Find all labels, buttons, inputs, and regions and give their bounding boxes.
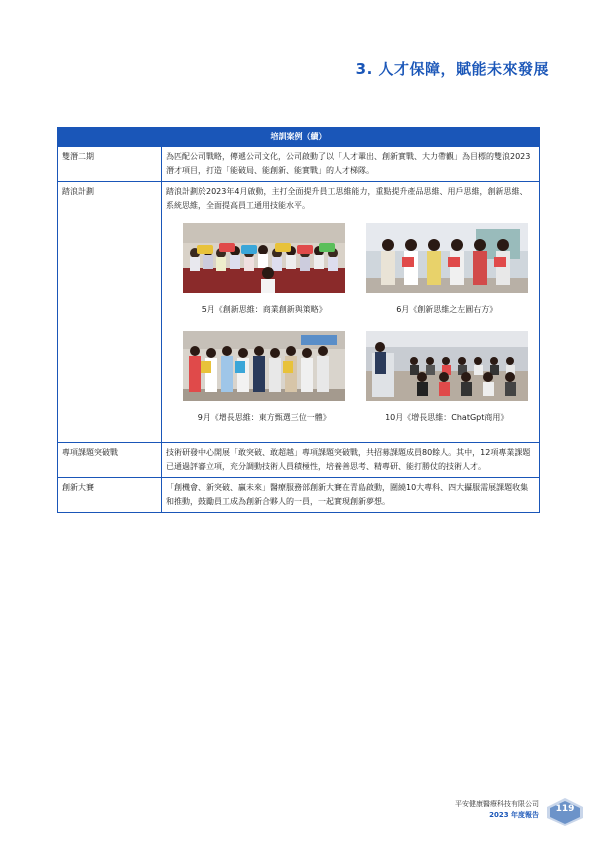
row-label: 雙潛二期	[58, 147, 162, 182]
table-row	[58, 182, 540, 443]
row-text: 「創機會、新突破、贏未來」醫療服務部創新大賽在青島啟動，圍繞10大專科、四大攝服需展課題收集和推動，鼓勵員工成為創新合夥人的一員，一起實現創新夢想。	[162, 478, 540, 513]
photo-caption: 6月《創新思維之左圓右方》	[396, 305, 498, 314]
page-number: 119	[555, 804, 575, 814]
row-label: 創新大賽	[58, 478, 162, 513]
training-photo-3	[183, 331, 345, 401]
training-photo-2	[366, 223, 528, 293]
photo-caption: 5月《創新思維：商業創新與策略》	[201, 305, 327, 314]
footer-report-title: 2023 年度報告	[489, 811, 539, 819]
training-photo-4	[366, 331, 528, 401]
photo-cell	[180, 331, 349, 435]
photo-grid	[180, 223, 531, 435]
footer-company-name: 平安健康醫療科技有限公司	[455, 800, 539, 808]
section-title: 3. 人才保障，賦能未來發展	[355, 60, 549, 78]
row-content	[162, 182, 540, 443]
photo-cell	[363, 223, 532, 327]
table-row	[58, 443, 540, 478]
row-label: 專項課題突破戰	[58, 443, 162, 478]
row-text: 踏浪計劃於2023年4月啟動，主打全面提升員工思維能力，重點提升產品思維、用戶思維，創新思維、系統思維，全面提高員工通用技能水平。	[166, 187, 528, 210]
table-heading: 培訓案例（續）	[58, 128, 540, 147]
row-label: 踏浪計劃	[58, 182, 162, 443]
photo-caption: 10月《增長思維：ChatGpt商用》	[385, 413, 509, 422]
row-text: 為匹配公司戰略，傳遞公司文化，公司啟動了以「人才輩出、創新實戰、大力帶觀」為目標的雙浪2023潛才項目，打造「能破局、能創新、能實戰」的人才梯隊。	[162, 147, 540, 182]
table-row	[58, 147, 540, 182]
training-case-table	[57, 127, 540, 513]
training-photo-1	[183, 223, 345, 293]
photo-cell	[180, 223, 349, 327]
photo-caption: 9月《增長思維：東方甄選三位一體》	[197, 413, 331, 422]
photo-cell	[363, 331, 532, 435]
row-text: 技術研發中心開展「敢突破、敢超越」專項課題突破戰，共招募課題成員80餘人。其中，12項專業課題已通過評審立項，充分調動技術人員積極性，培養善思考、精專研、能打勝仗的技術人才。	[162, 443, 540, 478]
table-row	[58, 478, 540, 513]
